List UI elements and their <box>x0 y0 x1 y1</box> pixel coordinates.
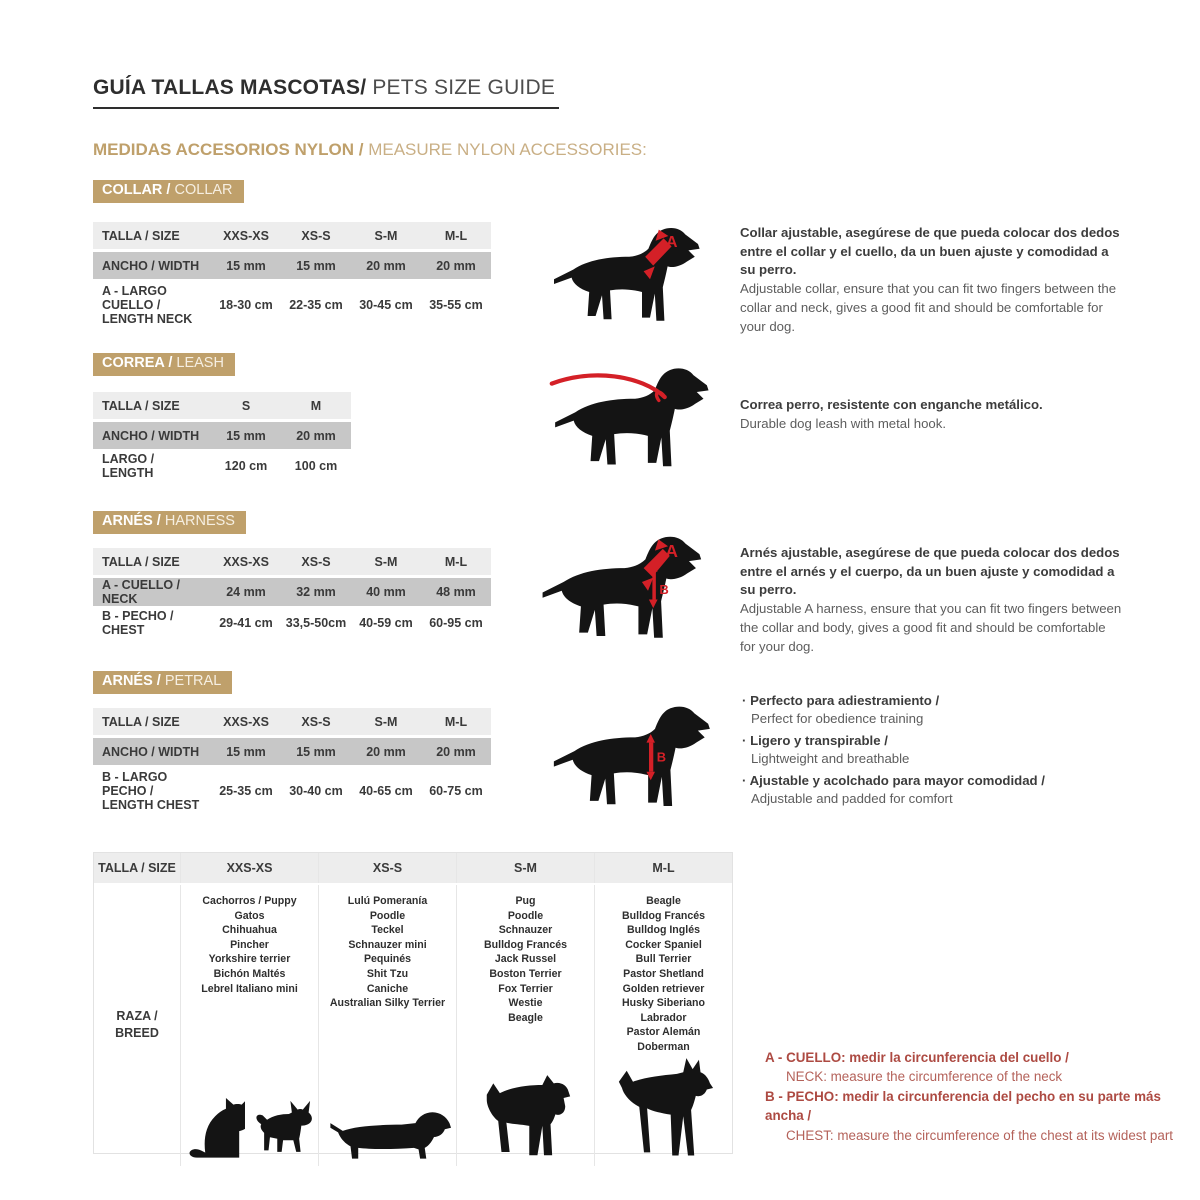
collar-size-2: S-M <box>351 222 421 251</box>
breed-name: Westie <box>508 997 543 1010</box>
harness-neck-label: A - CUELLO / NECK <box>93 577 211 608</box>
breed-name: Pequinés <box>363 953 412 966</box>
harness-neck-2: 40 mm <box>351 577 421 608</box>
collar-desc-es: Collar ajustable, asegúrese de que pueda colocar dos dedos entre el collar y el cuello, da un buen ajuste y comodidad a su perro. <box>740 225 1120 278</box>
breed-name: Lulú Pomeranía <box>347 895 428 907</box>
leash-size-0: S <box>211 392 281 421</box>
collar-neck-label: A - LARGO CUELLO / LENGTH NECK <box>93 281 211 328</box>
petral-bullet-1-es: Ligero y transpirable / <box>750 732 888 748</box>
breed-name: Caniche <box>366 982 409 995</box>
breed-col-size-2: S-M <box>456 853 594 883</box>
breed-name: Teckel <box>371 924 404 937</box>
collar-desc-en: Adjustable collar, ensure that you can fit two fingers between the collar and neck, gives a good fit and should be comfortable for your dog. <box>740 281 1117 334</box>
petral-width-3: 20 mm <box>421 737 491 767</box>
breed-name: Labrador <box>640 1011 687 1024</box>
leash-length-label: LARGO / LENGTH <box>93 451 211 481</box>
annotation-b-es: B - PECHO: medir la circunferencia del pecho en su parte más ancha / <box>765 1088 1161 1124</box>
collar-description <box>740 224 1122 336</box>
schnauzer-silhouette-icon <box>474 1067 578 1161</box>
collar-width-0: 15 mm <box>211 251 281 281</box>
collar-size-table <box>93 222 491 327</box>
collar-size-0: XXS-XS <box>211 222 281 251</box>
petral-size-0: XXS-XS <box>211 708 281 737</box>
annotation-b-en: CHEST: measure the circumference of the chest at its widest part <box>786 1127 1174 1143</box>
petral-badge-es: ARNÉS / <box>102 673 161 689</box>
collar-size-label: TALLA / SIZE <box>93 222 211 251</box>
dachshund-silhouette-icon <box>324 1103 452 1161</box>
table-row <box>93 608 491 638</box>
table-row <box>93 767 491 814</box>
list-item <box>742 732 1142 769</box>
breed-column-s-m <box>456 885 594 1166</box>
harness-desc-es: Arnés ajustable, asegúrese de que pueda colocar dos dedos entre el arnés y el cuerpo, da un buen ajuste y comodidad a su perro. <box>740 545 1120 598</box>
breed-name: Schnauzer <box>498 924 553 937</box>
harness-chest-2: 40-59 cm <box>351 608 421 638</box>
collar-marker-a: A <box>666 234 678 252</box>
petral-bullet-0-es: Perfecto para adiestramiento / <box>750 693 940 708</box>
petral-width-0: 15 mm <box>211 737 281 767</box>
breed-name: Lebrel Italiano mini <box>201 982 298 995</box>
breed-name: Beagle <box>508 1011 543 1024</box>
leash-size-1: M <box>281 392 351 421</box>
breed-table-header <box>94 853 732 885</box>
page-title <box>93 76 559 109</box>
leash-badge-en: LEASH <box>176 355 224 371</box>
petral-width-label: ANCHO / WIDTH <box>93 737 211 767</box>
table-row <box>93 251 491 281</box>
dog-with-leash-icon <box>540 360 722 478</box>
page-title-es: GUÍA TALLAS MASCOTAS/ <box>93 76 367 99</box>
petral-badge <box>93 671 232 694</box>
collar-badge-en: COLLAR <box>174 182 233 198</box>
table-row <box>93 451 351 481</box>
doberman-silhouette-icon <box>608 1055 720 1161</box>
petral-bullet-0-en: Perfect for obedience training <box>751 711 924 727</box>
leash-width-1: 20 mm <box>281 421 351 451</box>
collar-width-2: 20 mm <box>351 251 421 281</box>
table-row <box>93 392 351 421</box>
table-row <box>93 708 491 737</box>
page-title-en: PETS SIZE GUIDE <box>372 76 556 99</box>
harness-chest-1: 33,5-50cm <box>281 608 351 638</box>
collar-neck-1: 22-35 cm <box>281 281 351 328</box>
petral-width-2: 20 mm <box>351 737 421 767</box>
harness-neck-0: 24 mm <box>211 577 281 608</box>
breed-name: Shit Tzu <box>366 967 409 980</box>
breed-column-xs-s <box>318 885 456 1166</box>
petral-chest-3: 60-75 cm <box>421 767 491 814</box>
petral-chest-1: 30-40 cm <box>281 767 351 814</box>
collar-neck-2: 30-45 cm <box>351 281 421 328</box>
harness-description <box>740 544 1122 656</box>
collar-badge <box>93 180 244 203</box>
breed-name: Pug <box>515 895 536 907</box>
breed-name: Poodle <box>369 909 406 922</box>
harness-desc-en: Adjustable A harness, ensure that you can fit two fingers between the collar and body, gives a good fit and should be comfortable for your dog. <box>740 601 1122 654</box>
leash-description <box>740 396 1122 433</box>
petral-size-label: TALLA / SIZE <box>93 708 211 737</box>
harness-marker-b: B <box>659 582 669 598</box>
collar-size-3: M-L <box>421 222 491 251</box>
petral-size-3: M-L <box>421 708 491 737</box>
cat-silhouette-icon <box>187 1083 245 1161</box>
petral-bullet-2-en: Adjustable and padded for comfort <box>751 791 953 807</box>
leash-desc-en: Durable dog leash with metal hook. <box>740 415 946 431</box>
table-row <box>93 577 491 608</box>
leash-size-table <box>93 392 351 480</box>
breed-name: Australian Silky Terrier <box>329 997 446 1010</box>
collar-width-label: ANCHO / WIDTH <box>93 251 211 281</box>
breed-name: Yorkshire terrier <box>208 953 291 966</box>
annotation-a-en: NECK: measure the circumference of the neck <box>786 1069 1063 1085</box>
section-subtitle <box>93 140 647 160</box>
bullet-dot: · <box>742 772 747 788</box>
collar-badge-es: COLLAR / <box>102 182 171 198</box>
petral-size-table <box>93 708 491 813</box>
harness-chest-0: 29-41 cm <box>211 608 281 638</box>
measurement-annotations <box>765 1048 1195 1145</box>
table-row <box>93 737 491 767</box>
harness-neck-1: 32 mm <box>281 577 351 608</box>
chihuahua-silhouette-icon <box>251 1091 313 1161</box>
leash-length-0: 120 cm <box>211 451 281 481</box>
subtitle-es: MEDIDAS ACCESORIOS NYLON / <box>93 140 364 159</box>
table-row <box>93 281 491 328</box>
breed-name: Gatos <box>234 909 265 922</box>
collar-width-3: 20 mm <box>421 251 491 281</box>
harness-marker-a: A <box>665 540 679 561</box>
breed-name: Pincher <box>230 938 269 951</box>
petral-marker-b: B <box>656 749 666 765</box>
breed-name: Jack Russel <box>494 953 557 966</box>
petral-bullets <box>742 692 1142 812</box>
petral-width-1: 15 mm <box>281 737 351 767</box>
breed-col-size-1: XS-S <box>318 853 456 883</box>
collar-neck-3: 35-55 cm <box>421 281 491 328</box>
breed-name: Pastor Shetland <box>623 967 704 980</box>
breed-name: Bull Terrier <box>635 953 692 966</box>
leash-size-label: TALLA / SIZE <box>93 392 211 421</box>
breed-name: Bulldog Francés <box>484 938 567 951</box>
collar-size-1: XS-S <box>281 222 351 251</box>
petral-chest-2: 40-65 cm <box>351 767 421 814</box>
bullet-dot: · <box>742 732 747 748</box>
leash-badge-es: CORREA / <box>102 355 173 371</box>
list-item <box>742 772 1142 809</box>
collar-neck-0: 18-30 cm <box>211 281 281 328</box>
harness-size-2: S-M <box>351 548 421 577</box>
breed-name: Bichón Maltés <box>213 967 286 980</box>
leash-width-0: 15 mm <box>211 421 281 451</box>
breed-name: Poodle <box>507 909 544 922</box>
harness-size-3: M-L <box>421 548 491 577</box>
breed-name: Cachorros / Puppy <box>202 895 297 907</box>
leash-desc-es: Correa perro, resistente con enganche metálico. <box>740 397 1043 412</box>
leash-badge <box>93 353 235 376</box>
leash-length-1: 100 cm <box>281 451 351 481</box>
breed-name: Cocker Spaniel <box>625 938 702 951</box>
dog-with-collar-icon <box>540 220 712 332</box>
breed-name: Pastor Alemán <box>626 1026 701 1039</box>
breed-name: Chihuahua <box>222 924 277 937</box>
leash-width-label: ANCHO / WIDTH <box>93 421 211 451</box>
harness-badge-es: ARNÉS / <box>102 513 161 529</box>
petral-bullet-1-en: Lightweight and breathable <box>751 751 910 767</box>
list-item <box>742 692 1142 729</box>
breed-column-xxs-xs <box>180 885 318 1166</box>
table-row <box>93 421 351 451</box>
breed-name: Husky Siberiano <box>621 997 705 1010</box>
petral-size-2: S-M <box>351 708 421 737</box>
petral-badge-en: PETRAL <box>164 673 222 689</box>
breed-row-label <box>94 885 180 1166</box>
dog-with-harness-icon <box>530 528 712 650</box>
harness-badge <box>93 511 246 534</box>
table-row <box>93 222 491 251</box>
subtitle-en: MEASURE NYLON ACCESSORIES: <box>368 140 647 159</box>
annotation-a-es: A - CUELLO: medir la circunferencia del cuello / <box>765 1050 1069 1065</box>
harness-size-1: XS-S <box>281 548 351 577</box>
bullet-dot: · <box>742 693 747 708</box>
breed-col-size-0: XXS-XS <box>180 853 318 883</box>
breed-row-label-en: BREED <box>115 1026 159 1041</box>
collar-width-1: 15 mm <box>281 251 351 281</box>
breed-name: Boston Terrier <box>489 967 562 980</box>
breed-name: Bulldog Francés <box>622 909 705 922</box>
petral-size-1: XS-S <box>281 708 351 737</box>
harness-badge-en: HARNESS <box>164 513 235 529</box>
breed-size-table <box>93 852 733 1154</box>
petral-chest-label: B - LARGO PECHO / LENGTH CHEST <box>93 767 211 814</box>
table-row <box>93 548 491 577</box>
harness-chest-label: B - PECHO / CHEST <box>93 608 211 638</box>
breed-name: Beagle <box>646 895 681 907</box>
breed-name: Bulldog Inglés <box>627 924 700 937</box>
breed-name: Golden retriever <box>622 982 705 995</box>
breed-column-m-l <box>594 885 732 1166</box>
harness-size-table <box>93 548 491 637</box>
breed-col-size-3: M-L <box>594 853 732 883</box>
breed-name: Doberman <box>637 1040 690 1053</box>
harness-size-label: TALLA / SIZE <box>93 548 211 577</box>
dog-with-petral-icon <box>540 698 722 818</box>
breed-name: Fox Terrier <box>498 982 553 995</box>
petral-chest-0: 25-35 cm <box>211 767 281 814</box>
harness-chest-3: 60-95 cm <box>421 608 491 638</box>
breed-row-label-es: RAZA / <box>116 1009 158 1024</box>
breed-size-label: TALLA / SIZE <box>98 861 176 875</box>
harness-neck-3: 48 mm <box>421 577 491 608</box>
petral-bullet-2-es: Ajustable y acolchado para mayor comodidad / <box>749 772 1045 788</box>
breed-name: Schnauzer mini <box>348 938 427 951</box>
harness-size-0: XXS-XS <box>211 548 281 577</box>
